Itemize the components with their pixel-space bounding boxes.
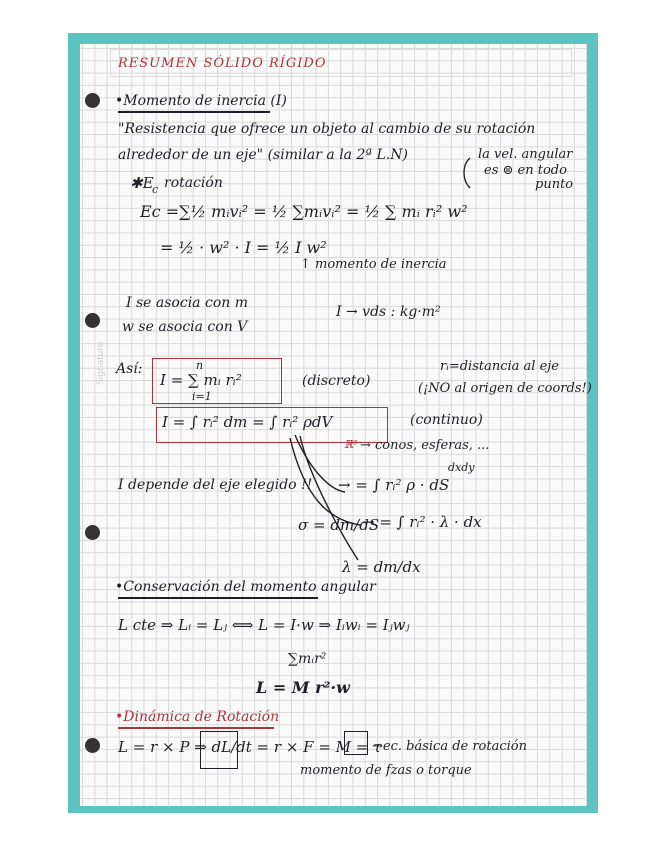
conservation-result: L = M r²·w [256,678,350,697]
association-line-1: I se asocia con m [126,295,248,311]
side-note: es ⊜ en todo [484,163,567,178]
discrete-label: (discreto) [302,373,371,389]
page-title: RESUMEN SÓLIDO RÍGIDO [118,56,327,71]
ec-subscript: c [152,183,159,196]
torque-note: momento de fzas o torque [300,763,472,778]
ri-note: (¡NO al origen de coords!) [418,381,592,396]
asi-label: Así: [116,361,143,377]
shapes-note: → conos, esferas, ... [360,438,490,453]
conservation-sum: ∑mᵢr² [288,651,327,667]
sum-lower-limit: i=1 [192,390,212,403]
ri-definition: rᵢ=distancia al eje [440,359,559,374]
sigma-definition: σ = dm/dS [298,516,380,534]
section-heading-dynamics: •Dinámica de Rotación [115,709,280,725]
rotation-dynamics-equation: L = r × P ⇒ dL/dt = r × F = M = τ [118,738,382,756]
kinetic-energy-equation: Ec =∑½ mᵢvᵢ² = ½ ∑mᵢvᵢ² = ½ ∑ mᵢ rᵢ² w² [140,202,468,221]
section-heading-conservation: •Conservación del momento angular [115,579,376,595]
linear-integral: → = ∫ rᵢ² · λ · dx [362,513,482,531]
ec-word: rotación [164,175,223,191]
definition-line-1: "Resistencia que ofrece un objeto al cambio de su rotación [118,121,536,137]
discrete-formula: I = ∑ mᵢ rᵢ² [160,371,242,389]
surface-integral: → = ∫ rᵢ² ρ · dS [338,476,450,494]
lambda-definition: λ = dm/dx [342,558,421,576]
kinetic-energy-equation-2: = ½ · w² · I = ½ I w² [160,238,327,257]
continuous-formula: I = ∫ rᵢ² dm = ∫ rᵢ² ρdV [162,413,333,431]
conservation-equation: L cte ⇒ Lᵢ = Lⱼ ⟺ L = I·w ⇒ Iᵢwᵢ = Iⱼwⱼ [118,616,410,634]
axis-dependence-note: I depende del eje elegido !! [118,477,313,493]
dxdy-note: dxdy [448,461,475,474]
association-line-2: w se asocia con V [122,319,248,335]
side-note: la vel. angular [478,147,573,162]
watermark-text: Signature [96,341,106,385]
ec-label: ✱E [130,174,154,192]
inertia-units: I → vds : kg·m² [336,304,441,320]
r3-label: ℝ³ [344,438,358,451]
continuous-label: (continuo) [410,412,483,428]
inertia-annotation: ↑ momento de inercia [300,257,447,272]
section-heading-inertia: •Momento de inercia (I) [115,93,287,109]
sum-upper-limit: n [196,359,204,372]
rotation-equation-note: →ec. básica de rotación [372,739,527,754]
side-note: punto [535,177,574,192]
definition-line-2: alrededor de un eje" (similar a la 2ª L.N) [118,147,408,163]
